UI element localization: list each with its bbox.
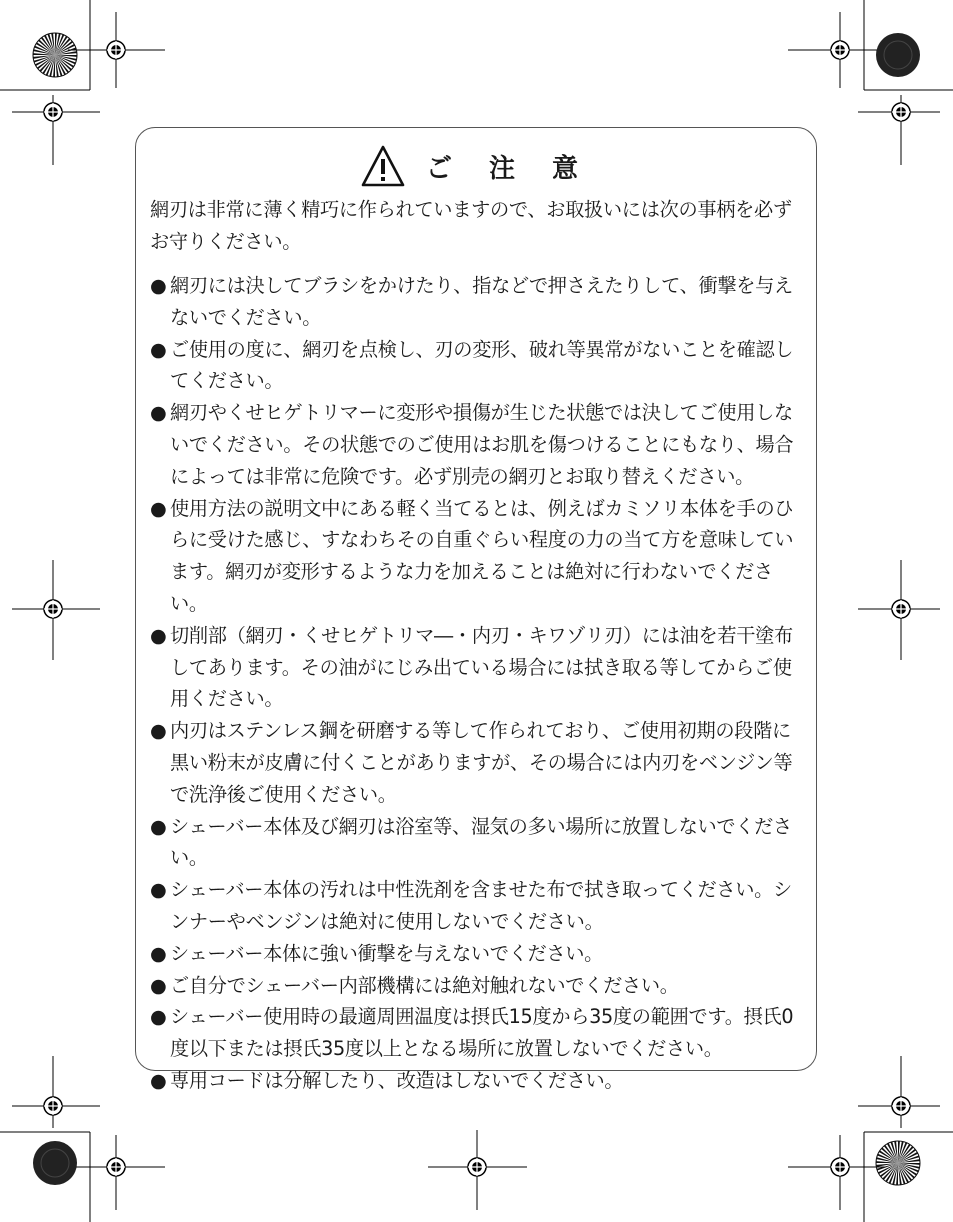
- list-item-text: シェーバー本体の汚れは中性洗剤を含ませた布で拭き取ってください。シンナーやベンジンは絶対に使用しないでください。: [170, 878, 792, 933]
- caution-header: [136, 142, 816, 190]
- list-item-text: 網刃には決してブラシをかけたり、指などで押さえたりして、衝撃を与えないでください。: [170, 274, 793, 329]
- list-item-text: 網刃やくせヒゲトリマーに変形や損傷が生じた状態では決してご使用しないでください。その状態でのご使用はお肌を傷つけることにもなり、場合によっては非常に危険です。必ず別売の網刃とお取り替えください。: [170, 401, 794, 488]
- caution-intro: 網刃は非常に薄く精巧に作られていますので、お取扱いには次の事柄を必ずお守りください。: [150, 198, 792, 253]
- bullet-mark: ●: [150, 719, 167, 743]
- list-item-text: 専用コードは分解したり、改造はしないでください。: [170, 1068, 624, 1092]
- bullet-mark: ●: [150, 274, 167, 297]
- list-item: [150, 970, 806, 1002]
- list-item: [150, 620, 806, 715]
- list-item-text: シェーバー使用時の最適周囲温度は摂氏15度から35度の範囲です。摂氏0度以下または摂氏35度以上となる場所に放置しないでください。: [170, 1005, 794, 1061]
- list-item-text: シェーバー本体及び網刃は浴室等、湿気の多い場所に放置しないでください。: [170, 814, 792, 870]
- warning-triangle-icon: [360, 144, 406, 188]
- list-item: [150, 334, 806, 398]
- caution-list: [150, 270, 806, 1097]
- bullet-mark: ●: [150, 401, 167, 425]
- bullet-mark: ●: [150, 1005, 167, 1029]
- bullet-mark: ●: [150, 1068, 167, 1092]
- list-item: [150, 1001, 806, 1065]
- list-item-text: 使用方法の説明文中にある軽く当てるとは、例えばカミソリ本体を手のひらに受けた感じ、すなわちその自重ぐらい程度の力の当て方を意味しています。網刃が変形するような力を加えることは絶対に行わないでください。: [170, 496, 794, 615]
- list-item: [150, 874, 806, 938]
- list-item: [150, 1065, 806, 1097]
- bullet-mark: ●: [150, 623, 167, 647]
- list-item-text: シェーバー本体に強い衝撃を与えないでください。: [170, 941, 604, 965]
- list-item: [150, 493, 806, 620]
- list-item: [150, 715, 806, 810]
- caution-title: ご 注 意: [425, 153, 593, 184]
- bullet-mark: ●: [150, 814, 167, 838]
- bullet-mark: ●: [150, 973, 167, 997]
- list-item: [150, 938, 806, 970]
- list-item-text: 切削部（網刃・くせヒゲトリマ―・内刃・キワゾリ刃）には油を若干塗布してあります。その油がにじみ出ている場合には拭き取る等してからご使用ください。: [170, 623, 793, 711]
- bullet-mark: ●: [150, 878, 167, 902]
- list-item: [150, 397, 806, 492]
- list-item-text: ご使用の度に、網刃を点検し、刃の変形、破れ等異常がないことを確認してください。: [170, 337, 794, 393]
- list-item-text: 内刃はステンレス鋼を研磨する等して作られており、ご使用初期の段階に黒い粉末が皮膚に付くことがありますが、その場合には内刃をベンジン等で洗浄後ご使用ください。: [170, 719, 793, 806]
- list-item: [150, 811, 806, 875]
- list-item: [150, 270, 806, 334]
- bullet-mark: ●: [150, 941, 167, 965]
- bullet-mark: ●: [150, 337, 167, 361]
- bullet-mark: ●: [150, 496, 167, 520]
- list-item-text: ご自分でシェーバー内部機構には絶対触れないでください。: [170, 973, 679, 997]
- caution-panel: [135, 127, 817, 1092]
